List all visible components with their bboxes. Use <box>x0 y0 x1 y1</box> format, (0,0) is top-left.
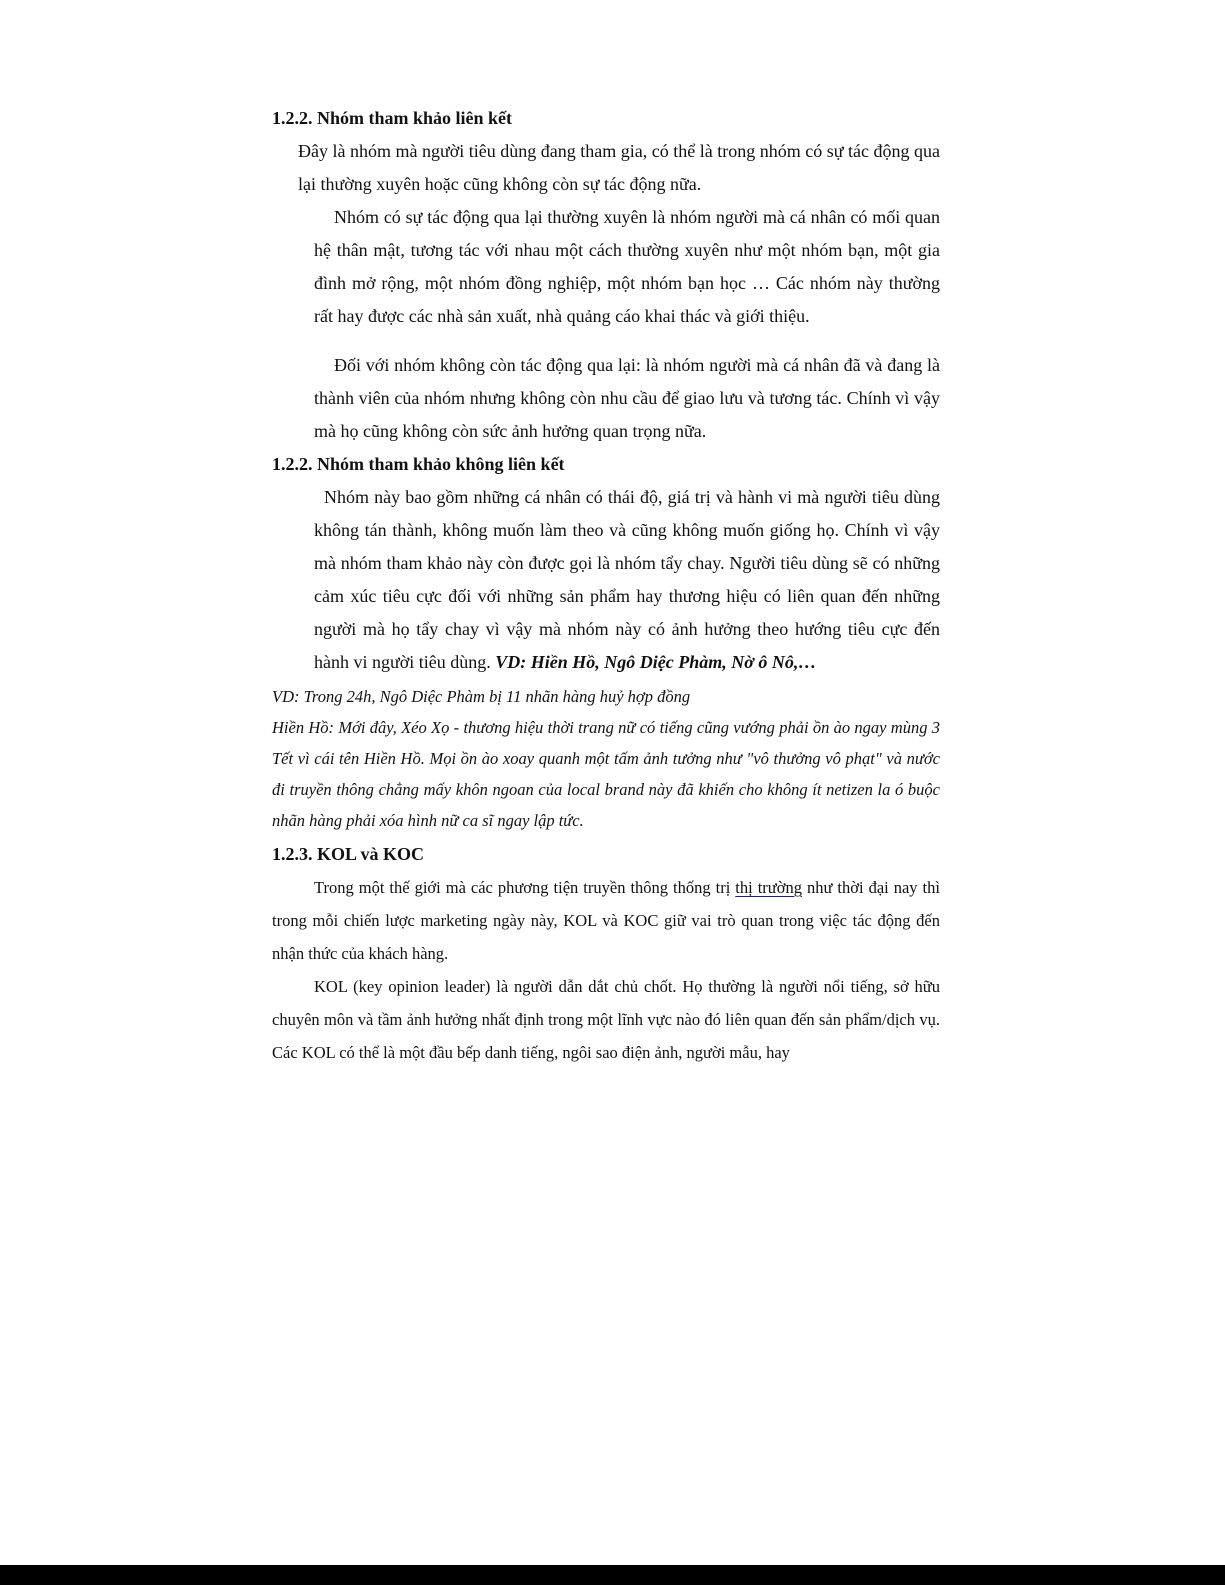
paragraph-kol-koc-intro <box>272 871 940 970</box>
example-bold-text: VD: Hiền Hồ, Ngô Diệc Phàm, Nờ ô Nô,… <box>495 652 817 672</box>
document-page <box>272 102 940 1069</box>
section-heading-linked-group: 1.2.2. Nhóm tham khảo liên kết <box>272 108 513 128</box>
paragraph-no-interaction: Đối với nhóm không còn tác động qua lại: là nhóm người mà cá nhân đã và đang là thành viên của nhóm nhưng không còn nhu cầu để giao lưu và tương tác. Chính vì vậy mà họ cũng không còn sức ảnh hưởng quan trọng nữa. <box>314 355 940 441</box>
kol-intro-text-before: Trong một thế giới mà các phương tiện truyền thông thống trị <box>314 878 736 897</box>
section-heading-unlinked-group: 1.2.2. Nhóm tham khảo không liên kết <box>272 454 565 474</box>
market-term-link[interactable]: thị trường <box>735 878 802 897</box>
paragraph-linked-group-intro: Đây là nhóm mà người tiêu dùng đang tham gia, có thể là trong nhóm có sự tác động qua lại thường xuyên hoặc cũng không còn sự tác động nữa. <box>298 141 940 194</box>
page-bottom-rule <box>0 1565 1225 1585</box>
note-example-brands: VD: Trong 24h, Ngô Diệc Phàm bị 11 nhãn hàng huỷ hợp đồng <box>272 687 691 706</box>
paragraph-unlinked-text: Nhóm này bao gồm những cá nhân có thái độ, giá trị và hành vi mà người tiêu dùng không tán thành, không muốn làm theo và cũng không muốn giống họ. Chính vì vậy mà nhóm tham khảo này còn được gọi là nhóm tẩy chay. Người tiêu dùng sẽ có những cảm xúc tiêu cực đối với những sản phẩm hay thương hiệu có liên quan đến những người mà họ tẩy chay vì vậy mà nhóm này có ảnh hưởng theo hướng tiêu cực đến hành vi người tiêu dùng. <box>314 487 940 672</box>
note-example-hien-ho: Hiền Hồ: Mới đây, Xéo Xọ - thương hiệu thời trang nữ có tiếng cũng vướng phải ồn ào ngay mùng 3 Tết vì cái tên Hiền Hồ. Mọi ồn ào xoay quanh một tấm ảnh tưởng như "vô thưởng vô phạt" và nước đi truyền thông chẳng mấy khôn ngoan của local brand này đã khiến cho không ít netizen la ó buộc nhãn hàng phải xóa hình nữ ca sĩ ngay lập tức. <box>272 718 940 830</box>
paragraph-frequent-interaction: Nhóm có sự tác động qua lại thường xuyên là nhóm người mà cá nhân có mối quan hệ thân mật, tương tác với nhau một cách thường xuyên như một nhóm bạn, một gia đình mở rộng, một nhóm đồng nghiệp, một nhóm bạn học … Các nhóm này thường rất hay được các nhà sản xuất, nhà quảng cáo khai thác và giới thiệu. <box>314 207 940 326</box>
section-heading-kol-koc: 1.2.3. KOL và KOC <box>272 844 425 864</box>
kol-intro-text-after: như thời đại nay thì trong mỗi chiến lược marketing ngày này, KOL và KOC giữ vai trò quan trong việc tác động đến nhận thức của khách hàng. <box>272 878 940 963</box>
paragraph-unlinked-group <box>314 481 940 679</box>
paragraph-kol-definition: KOL (key opinion leader) là người dẫn dắt chủ chốt. Họ thường là người nổi tiếng, sở hữu chuyên môn và tầm ảnh hưởng nhất định trong một lĩnh vực nào đó liên quan đến sản phẩm/dịch vụ. Các KOL có thể là một đầu bếp danh tiếng, ngôi sao điện ảnh, người mẫu, hay <box>272 977 940 1062</box>
